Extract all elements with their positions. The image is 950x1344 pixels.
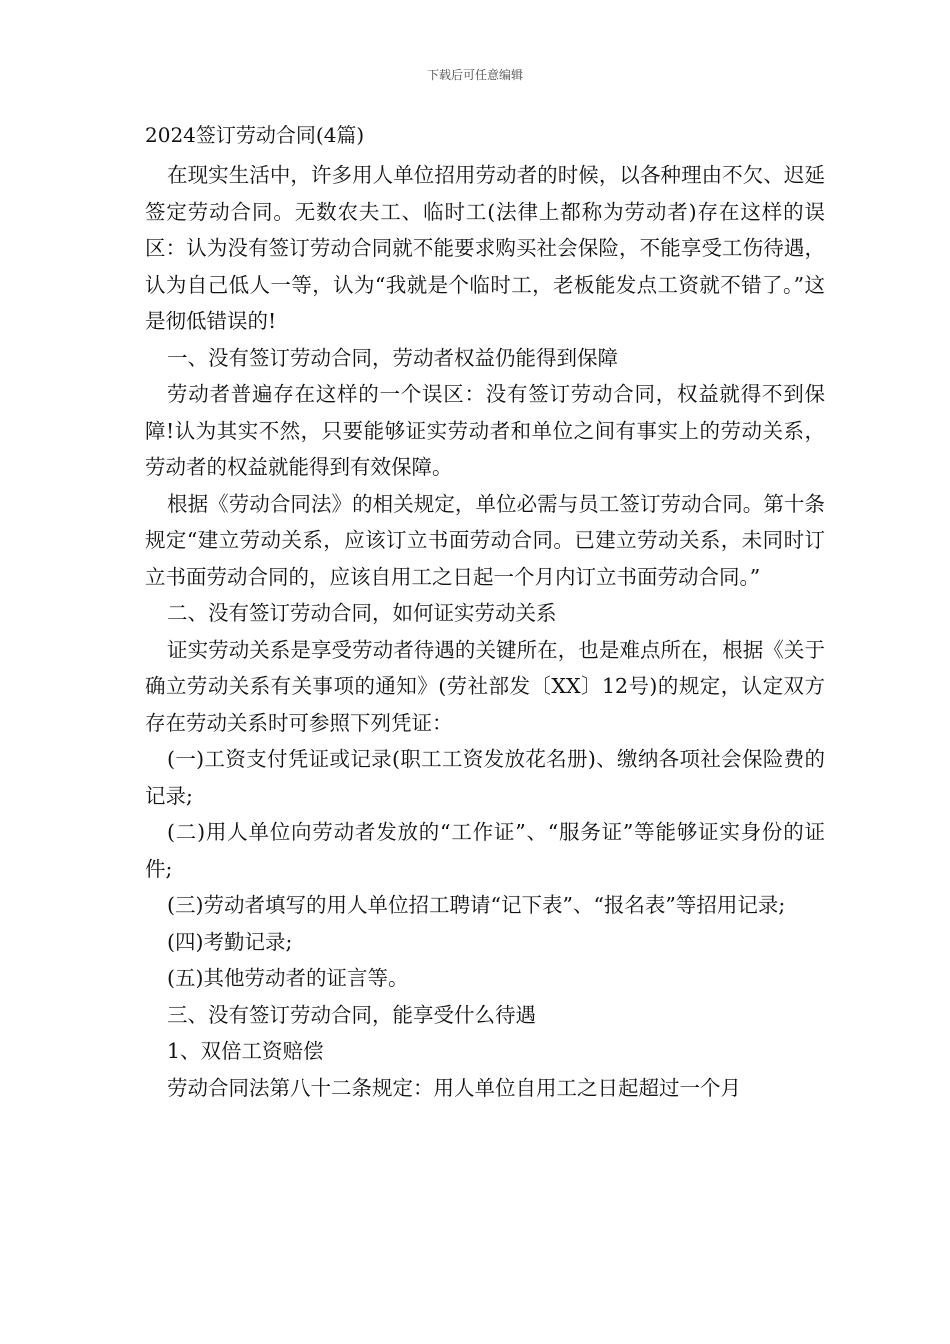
paragraph: 根据《劳动合同法》的相关规定，单位必需与员工签订劳动合同。第十条规定“建立劳动关系，应该订立书面劳动合同。已建立劳动关系，未同时订立书面劳动合同的，应该自用工之日起一个月内订立书面劳动合同。” [145, 491, 825, 589]
list-item: (四)考勤记录; [167, 929, 293, 954]
paragraph: 劳动合同法第八十二条规定：用人单位自用工之日起超过一个月 [167, 1075, 741, 1100]
subsection-heading: 1、双倍工资赔偿 [167, 1039, 324, 1063]
paragraph: 证实劳动关系是享受劳动者待遇的关键所在，也是难点所在，根据《关于确立劳动关系有关事项的通知》(劳社部发〔XX〕12号)的规定，认定双方存在劳动关系时可参照下列凭证： [145, 637, 825, 735]
paragraph: 劳动者普遍存在这样的一个误区：没有签订劳动合同，权益就得不到保障!认为其实不然，只要能够证实劳动者和单位之间有事实上的劳动关系，劳动者的权益就能得到有效保障。 [145, 382, 825, 479]
list-item: (三)劳动者填写的用人单位招工聘请“记下表”、“报名表”等招用记录; [167, 893, 786, 917]
section-heading-2: 二、没有签订劳动合同，如何证实劳动关系 [167, 601, 557, 625]
list-item: (二)用人单位向劳动者发放的“工作证”、“服务证”等能够证实身份的证件; [145, 820, 825, 881]
section-heading-3: 三、没有签订劳动合同，能享受什么待遇 [167, 1002, 536, 1027]
paragraph-intro: 在现实生活中，许多用人单位招用劳动者的时候，以各种理由不欠、迟延签定劳动合同。无数农夫工、临时工(法律上都称为劳动者)存在这样的误区：认为没有签订劳动合同就不能要求购买社会保险，不能享受工伤待遇，认为自己低人一等，认为“我就是个临时工，老板能发点工资就不错了。”这是彻低错误的! [145, 163, 825, 333]
list-item: (五)其他劳动者的证言等。 [167, 966, 409, 990]
document-title: 2024签订劳动合同(4篇) [145, 123, 365, 147]
page-header-note: 下载后可任意编辑 [426, 68, 523, 82]
list-item: (一)工资支付凭证或记录(职工工资发放花名册)、缴纳各项社会保险费的记录; [145, 747, 825, 808]
document-body [145, 120, 825, 1106]
section-heading-1: 一、没有签订劳动合同，劳动者权益仍能得到保障 [167, 345, 618, 370]
